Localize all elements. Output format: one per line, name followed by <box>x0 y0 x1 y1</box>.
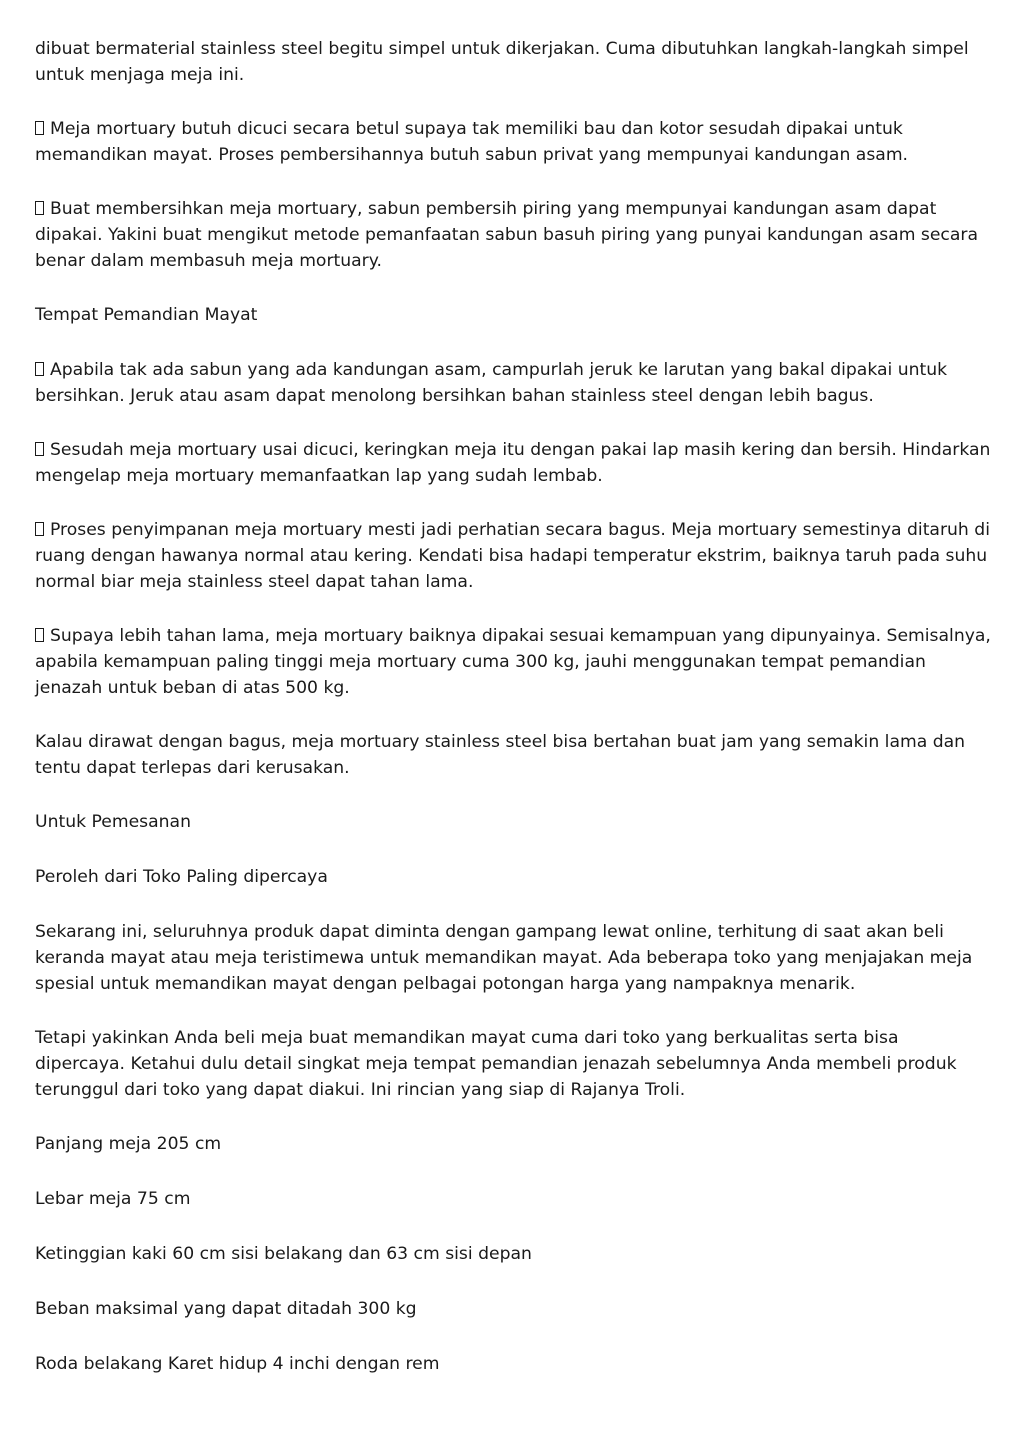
missing-glyph-icon <box>35 201 44 215</box>
document-body <box>35 36 993 1406</box>
bullet-paragraph: Sesudah meja mortuary usai dicuci, keringkan meja itu dengan pakai lap masih kering dan bersih. Hindarkan mengelap meja mortuary memanfaatkan lap yang sudah lembab. <box>35 440 991 486</box>
bullet-paragraph: Supaya lebih tahan lama, meja mortuary baiknya dipakai sesuai kemampuan yang dipunyainya. Semisalnya, apabila kemampuan paling tinggi meja mortuary cuma 300 kg, jauhi menggunakan tempat pemandian jenazah untuk beban di atas 500 kg. <box>35 626 991 698</box>
section-heading: Peroleh dari Toko Paling dipercaya <box>35 867 328 887</box>
spec-line: Beban maksimal yang dapat ditadah 300 kg <box>35 1299 417 1319</box>
spec-line: Lebar meja 75 cm <box>35 1189 191 1209</box>
missing-glyph-icon <box>35 362 44 376</box>
spec-line: Roda belakang Karet hidup 4 inchi dengan rem <box>35 1354 440 1374</box>
spec-line: Ketinggian kaki 60 cm sisi belakang dan 63 cm sisi depan <box>35 1244 532 1264</box>
missing-glyph-icon <box>35 628 44 642</box>
paragraph: Kalau dirawat dengan bagus, meja mortuary stainless steel bisa bertahan buat jam yang semakin lama dan tentu dapat terlepas dari kerusakan. <box>35 732 966 778</box>
bullet-paragraph: Buat membersihkan meja mortuary, sabun pembersih piring yang mempunyai kandungan asam dapat dipakai. Yakini buat mengikut metode pemanfaatan sabun basuh piring yang punyai kandungan asam secara benar dalam membasuh meja mortuary. <box>35 199 979 271</box>
paragraph: dibuat bermaterial stainless steel begitu simpel untuk dikerjakan. Cuma dibutuhkan langkah-langkah simpel untuk menjaga meja ini. <box>35 39 969 85</box>
section-heading: Untuk Pemesanan <box>35 812 191 832</box>
bullet-paragraph: Meja mortuary butuh dicuci secara betul supaya tak memiliki bau dan kotor sesudah dipakai untuk memandikan mayat. Proses pembersihannya butuh sabun privat yang mempunyai kandungan asam. <box>35 119 909 165</box>
paragraph: Sekarang ini, seluruhnya produk dapat diminta dengan gampang lewat online, terhitung di saat akan beli keranda mayat atau meja teristimewa untuk memandikan mayat. Ada beberapa toko yang menjajakan meja spesial untuk memandikan mayat dengan pelbagai potongan harga yang nampaknya menarik. <box>35 922 973 994</box>
section-heading: Tempat Pemandian Mayat <box>35 305 258 325</box>
spec-line: Panjang meja 205 cm <box>35 1134 222 1154</box>
paragraph: Tetapi yakinkan Anda beli meja buat memandikan mayat cuma dari toko yang berkualitas serta bisa dipercaya. Ketahui dulu detail singkat meja tempat pemandian jenazah sebelumnya Anda membeli produk terunggul dari toko yang dapat diakui. Ini rincian yang siap di Rajanya Troli. <box>35 1028 957 1100</box>
missing-glyph-icon <box>35 442 44 456</box>
bullet-paragraph: Proses penyimpanan meja mortuary mesti jadi perhatian secara bagus. Meja mortuary semestinya ditaruh di ruang dengan hawanya normal atau kering. Kendati bisa hadapi temperatur ekstrim, baiknya taruh pada suhu normal biar meja stainless steel dapat tahan lama. <box>35 520 990 592</box>
bullet-paragraph: Apabila tak ada sabun yang ada kandungan asam, campurlah jeruk ke larutan yang bakal dipakai untuk bersihkan. Jeruk atau asam dapat menolong bersihkan bahan stainless steel dengan lebih bagus. <box>35 360 948 406</box>
missing-glyph-icon <box>35 121 44 135</box>
missing-glyph-icon <box>35 522 44 536</box>
